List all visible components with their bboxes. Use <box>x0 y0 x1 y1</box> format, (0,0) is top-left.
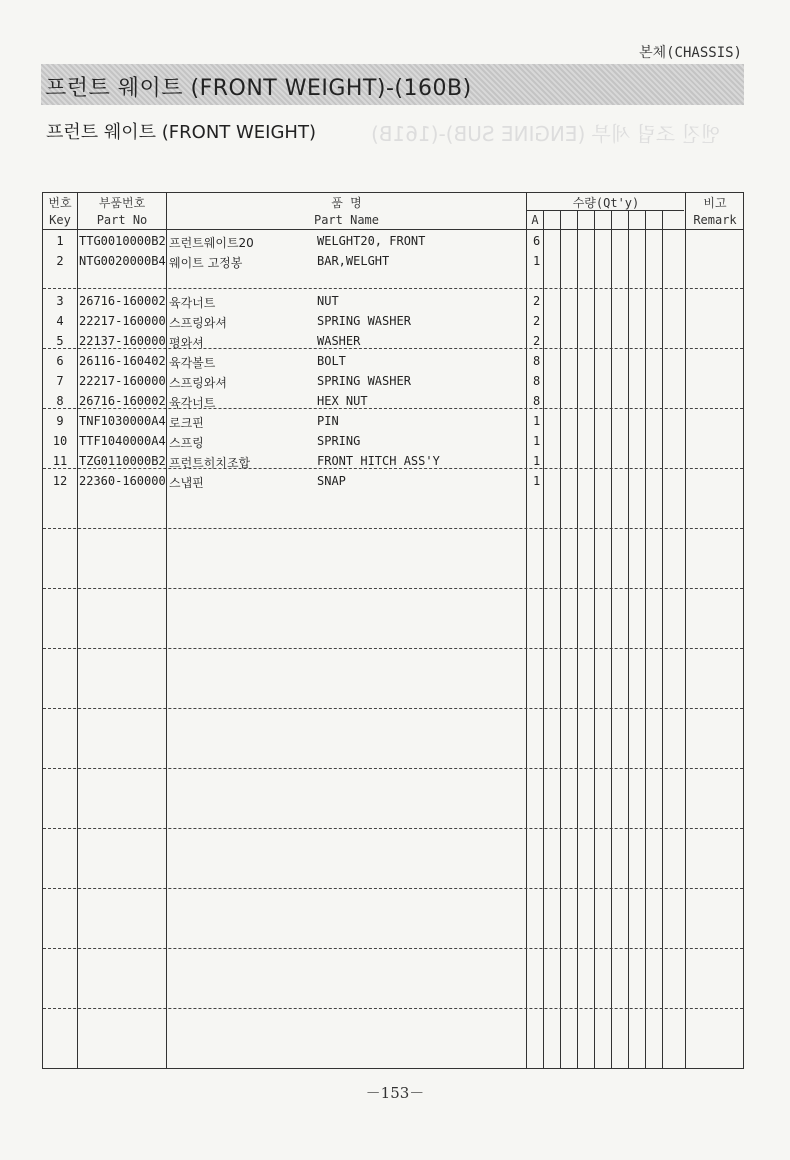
header-part-no-en: Part No <box>96 213 148 227</box>
row-name-en: SPRING <box>317 434 361 448</box>
row-name-en: BOLT <box>317 354 346 368</box>
title-banner <box>41 64 744 105</box>
header-name-en: Part Name <box>313 213 380 227</box>
table-row <box>43 252 743 272</box>
table-row <box>43 392 743 412</box>
table-row <box>43 412 743 432</box>
row-name-en: SNAP <box>317 474 346 488</box>
row-name-ko: 평와셔 <box>169 336 204 350</box>
header-remark-ko: 비고 <box>703 196 727 210</box>
row-key: 5 <box>56 334 64 348</box>
row-name-ko: 스프링와셔 <box>169 376 227 390</box>
row-name-ko: 육각너트 <box>169 396 216 410</box>
row-name-ko: 스프링와셔 <box>169 316 227 330</box>
row-key: 4 <box>56 314 64 328</box>
row-name-en: WASHER <box>317 334 361 348</box>
table-row <box>43 332 743 352</box>
page-number: －153－ <box>365 1084 425 1102</box>
header-name-ko: 품 명 <box>331 196 362 210</box>
row-name-en: HEX NUT <box>317 394 368 408</box>
table-row <box>43 232 743 252</box>
row-name-en: NUT <box>317 294 339 308</box>
header-part-no-ko: 부품번호 <box>98 196 146 210</box>
header-key-en: Key <box>49 213 71 227</box>
header-qty: 수량(Qt'y) <box>572 196 640 210</box>
row-name-ko: 로크핀 <box>169 416 204 430</box>
row-qty: 8 <box>533 394 541 408</box>
row-name-ko: 스냅핀 <box>169 476 204 490</box>
row-part-no: 26716-160002 <box>79 294 166 308</box>
row-part-no: 26116-160402 <box>79 354 166 368</box>
row-key: 11 <box>52 454 68 468</box>
row-name-ko: 프런트히치조합 <box>169 456 251 470</box>
subtitle: 프런트 웨이트 (FRONT WEIGHT) <box>46 122 316 143</box>
row-part-no: TZG0110000B2 <box>79 454 166 468</box>
row-name-en: SPRING WASHER <box>317 314 411 328</box>
row-name-ko: 웨이트 고정봉 <box>169 256 243 270</box>
row-part-no: 26716-160002 <box>79 394 166 408</box>
row-key: 1 <box>56 234 64 248</box>
row-qty: 6 <box>533 234 541 248</box>
row-part-no: NTG0020000B4 <box>79 254 166 268</box>
row-part-no: TNF1030000A4 <box>79 414 166 428</box>
row-name-en: BAR,WELGHT <box>317 254 390 268</box>
table-row <box>43 452 743 472</box>
row-key: 6 <box>56 354 64 368</box>
row-qty: 1 <box>533 434 541 448</box>
row-qty: 8 <box>533 354 541 368</box>
row-part-no: 22360-160000 <box>79 474 166 488</box>
row-key: 8 <box>56 394 64 408</box>
row-part-no: 22137-160000 <box>79 334 166 348</box>
row-qty: 1 <box>533 414 541 428</box>
table-row <box>43 292 743 312</box>
table-row <box>43 352 743 372</box>
header-qty-a: A <box>531 213 539 227</box>
header-key-ko: 번호 <box>48 196 72 210</box>
row-qty: 2 <box>533 294 541 308</box>
row-name-ko: 육각볼트 <box>169 356 216 370</box>
row-part-no: 22217-160000 <box>79 314 166 328</box>
row-name-ko: 프런트웨이트20 <box>169 236 254 250</box>
row-name-ko: 스프링 <box>169 436 204 450</box>
row-part-no: TTF1040000A4 <box>79 434 166 448</box>
row-name-en: SPRING WASHER <box>317 374 411 388</box>
page-title: 프런트 웨이트 (FRONT WEIGHT)-(160B) <box>45 76 472 101</box>
row-key: 10 <box>52 434 68 448</box>
row-name-en: WELGHT20, FRONT <box>317 234 426 248</box>
table-row <box>43 312 743 332</box>
row-qty: 1 <box>533 474 541 488</box>
row-name-en: FRONT HITCH ASS'Y <box>317 454 440 468</box>
row-key: 9 <box>56 414 64 428</box>
row-key: 2 <box>56 254 64 268</box>
table-row <box>43 432 743 452</box>
row-qty: 1 <box>533 454 541 468</box>
section-label: 본체(CHASSIS) <box>639 45 742 61</box>
row-qty: 2 <box>533 334 541 348</box>
row-qty: 8 <box>533 374 541 388</box>
row-key: 3 <box>56 294 64 308</box>
header-remark-en: Remark <box>693 213 737 227</box>
row-part-no: 22217-160000 <box>79 374 166 388</box>
row-name-ko: 육각너트 <box>169 296 216 310</box>
table-row <box>43 372 743 392</box>
row-key: 7 <box>56 374 64 388</box>
table-row <box>43 472 743 492</box>
row-qty: 2 <box>533 314 541 328</box>
parts-table <box>42 192 744 1069</box>
row-key: 12 <box>52 474 68 488</box>
bleed-through-text: 엔진 조립 세부 (ENGINE SUB)-(161B) <box>370 122 720 146</box>
row-name-en: PIN <box>317 414 339 428</box>
row-qty: 1 <box>533 254 541 268</box>
row-part-no: TTG0010000B2 <box>79 234 166 248</box>
